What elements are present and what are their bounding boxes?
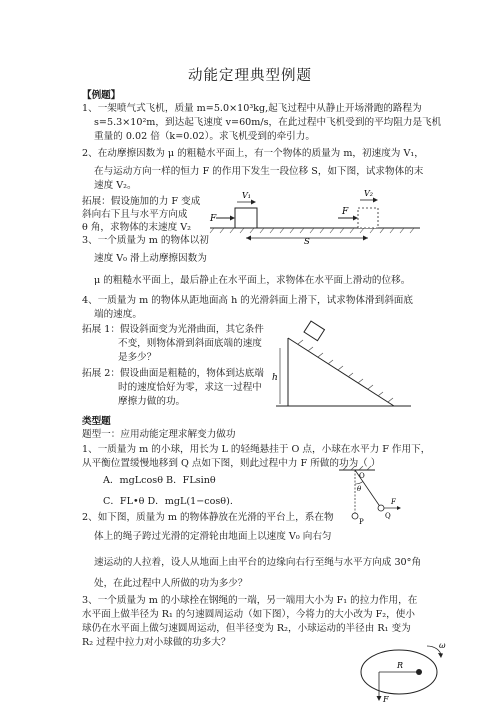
q1-line: 1、一架喷气式飞机，质量 m=5.0×10³kg,起飞过程中从静止开场滑跑的路程为 xyxy=(82,103,422,114)
circle-force-label: F xyxy=(383,695,389,704)
q4-line: 端的速度。 xyxy=(94,309,142,320)
height-label: h xyxy=(272,373,278,383)
t1q1-line: 从平衡位置缓慢地移到 Q 点如下图，则此过程中力 F 所做的功为（ ） xyxy=(82,458,381,469)
block-end xyxy=(358,208,378,228)
block-motion-figure xyxy=(210,186,430,246)
incline-hatching xyxy=(298,340,393,402)
q2-line: 在与运动方向一样的恒力 F 的作用下发生一段位移 S，如下图，试求物体的末 xyxy=(94,166,424,177)
type1-heading: 题型一：应用动能定理求解变力做功 xyxy=(82,429,236,440)
example-heading: 【例题】 xyxy=(82,90,121,101)
force-label-end: F xyxy=(342,207,349,217)
type-heading: 类型题 xyxy=(82,416,111,427)
q3-line: 3、一个质量为 m 的物体以初 xyxy=(82,235,209,246)
displacement-label: S xyxy=(304,237,310,247)
t1q2-line: 处，在此过程中人所做的功为多少？ xyxy=(94,578,248,589)
ext-a-line: θ 角，求物体的末速度 V₂ xyxy=(82,222,191,233)
q2-line: 2、在动摩擦因数为 μ 的粗糙水平面上，有一个物体的质量为 m，初速度为 V₁， xyxy=(82,148,424,159)
point-p-label: P xyxy=(359,518,364,526)
ext2-line: 拓展 2：假设曲面是粗糙的，物体到达底端 xyxy=(82,368,264,379)
t1q3-line: 球仍在水平面上做匀速圆周运动，但半径变为 R₂，小球运动的半径由 R₁ 变为 xyxy=(82,623,411,634)
t1q3-line: 水平面上做半径为 R₁ 的匀速圆周运动（如下图），今将力的大小改为 F₂，使小 xyxy=(82,609,415,620)
ext1-line: 不变，则物体滑到斜面底端的速度 xyxy=(118,338,262,349)
t1q3-line: R₂ 过程中拉力对小球做的功多大？ xyxy=(82,637,231,648)
angle-label: θ xyxy=(357,485,362,493)
q4-line: 4、一质量为 m 的物体从距地面高 h 的光滑斜面上滑下，试求物体滑到斜面底 xyxy=(82,295,413,306)
ext-a-line: 拓展：假设施加的力 F 变成 xyxy=(82,196,201,207)
ball-q xyxy=(378,505,384,511)
t1q1-line: 1、一质量为 m 的小球，用长为 L 的轻绳悬挂于 O 点，小球在水平力 F 作用下， xyxy=(82,444,431,455)
q2-line: 速度 V₂。 xyxy=(94,180,137,191)
force-label: F xyxy=(210,214,217,224)
pendulum-figure xyxy=(335,466,405,526)
t1q2-line: 2、如下图，质量为 m 的物体静放在光滑的平台上，系在物 xyxy=(82,512,334,523)
t1q1-option: A．mgLcosθ B．FLsinθ xyxy=(103,475,216,486)
t1q3-line: 3、一个质量为 m 的小球拴在钢绳的一端，另一端用大小为 F₁ 的拉力作用，在 xyxy=(82,595,418,606)
ball xyxy=(416,669,422,675)
ext2-line: 时的速度恰好为零，求这一过程中 xyxy=(118,382,262,393)
t1q1-option: C．FL•θ D．mgL(1−cosθ). xyxy=(103,496,233,507)
ext-a-line: 斜向右下且与水平方向成 xyxy=(82,209,188,220)
pendulum-force-label: F xyxy=(391,498,396,506)
omega-label: ω xyxy=(439,641,446,650)
block-start xyxy=(235,208,257,228)
pivot-label: O xyxy=(359,472,365,480)
ball-p xyxy=(352,513,358,519)
point-q-label: Q xyxy=(385,512,391,520)
incline-figure xyxy=(272,318,416,413)
t1q2-line: 体上的绳子跨过光滑的定滑轮由地面上以速度 V₀ 向右匀 xyxy=(94,531,332,542)
ceiling-hatching xyxy=(343,466,371,470)
q1-line: s=5.3×10²m，到达起飞速度 v=60m/s，在此过程中飞机受到的平均阻力是飞机 xyxy=(94,117,442,128)
ext1-line: 拓展 1：假设斜面变为光滑曲面，其它条件 xyxy=(82,324,264,335)
surface-hatching xyxy=(210,228,414,233)
v2-label: V₂ xyxy=(364,189,373,198)
ext1-line: 是多少？ xyxy=(118,352,157,363)
q1-line: 重量的 0.02 倍（k=0.02）。求飞机受到的牵引力。 xyxy=(94,131,315,142)
ext2-line: 摩擦力做的功。 xyxy=(118,396,186,407)
q3-line: μ 的粗糙水平面上，最后静止在水平面上，求物体在水平面上滑动的位移。 xyxy=(94,275,411,286)
v1-label: V₁ xyxy=(242,191,251,200)
circle-motion-figure xyxy=(355,640,450,707)
page-title: 动能定理典型例题 xyxy=(188,68,312,84)
t1q2-line: 速运动的人拉着，设人从地面上由平台的边缘向右行至绳与水平方向成 30°角 xyxy=(94,557,422,568)
q3-line: 速度 V₀ 滑上动摩擦因数为 xyxy=(94,253,207,264)
incline-block xyxy=(304,321,324,341)
radius-label: R xyxy=(397,661,404,670)
